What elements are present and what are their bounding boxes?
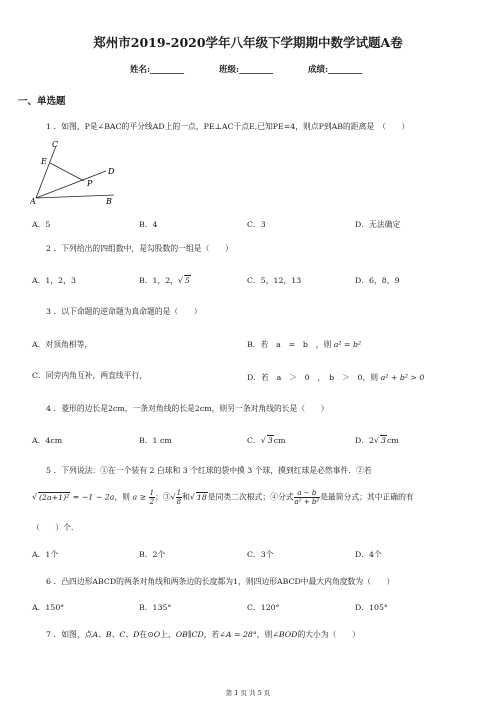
question-6-option-a[interactable]: A．150° [32,603,65,612]
question-3-stem: 3 ．以下命题的逆命题为真命题的是（ ） [46,307,202,316]
segment-pe [50,163,84,181]
question-2-option-c[interactable]: C．5，12，13 [247,276,302,285]
question-5-option-d[interactable]: D．4个 [355,550,382,559]
question-7-angle-bod: ∠BOD [272,630,298,639]
page-footer: 第 1 页 共 5 页 [225,689,271,697]
question-7-stem-d: ，若 [203,630,220,639]
question-1-option-c[interactable]: C．3 [247,220,266,229]
ray-ac [36,146,56,198]
question-4-option-c-radical: 3 [267,436,273,445]
label-e: E [41,157,47,166]
class-field-label: 班级:________ [219,65,274,75]
label-b: B [106,197,112,206]
question-4-option-d-unit: cm [386,436,399,445]
question-1-option-b[interactable]: B．4 [139,220,158,229]
question-7-stem-a: 7 ．如图，点 [46,630,93,639]
question-4-option-c-unit: cm [273,436,286,445]
question-5-equation-1: = −1 − 2a [72,492,115,502]
question-4-option-b[interactable]: B．1 cm [139,436,172,445]
question-5-line-3: （ ）个． [32,523,79,532]
name-field-label: 姓名:________ [130,65,185,75]
question-5-algebraic-fraction [294,489,321,506]
question-5-part-5: 是最简分式；其中正确的有 [320,492,414,502]
question-3-option-b[interactable] [247,339,361,350]
question-7-points: A、B、C、D [92,630,140,639]
fraction-numerator: a − b [294,489,321,498]
question-2-option-b-text: B．1，2， [139,276,179,285]
question-5-condition: a ≥ [132,492,149,502]
question-3-option-d-text: D．若 a ＞ 0 ， b ＞ 0，则 [247,373,379,382]
question-4-option-d-radical: 3 [380,436,386,445]
question-5-and: 和 [182,492,190,502]
question-7-circle: O [153,630,161,639]
question-2-option-b[interactable]: B．1，2，√ 5 [139,276,190,285]
question-3-option-c[interactable]: C．同旁内角互补，两直线平行， [32,371,148,380]
question-6-stem: 6 ．凸四边形ABCD的两条对角线和两条边的长度都为1，则四边形ABCD中最大内角度数为（ ） [46,577,395,586]
ray-ad [36,171,106,198]
question-5-option-b[interactable]: B．2个 [139,550,166,559]
page-title: 郑州市2019-2020学年八年级下学期期中数学试题A卷 [93,35,403,50]
label-c: C [52,140,59,149]
question-7-angle-a: ∠A = 28° [219,630,257,639]
label-d: D [108,167,115,176]
question-4-stem: 4 ．菱形的边长是2cm，一条对角线的长是2cm，则另一条对角线的长是（ ） [46,404,329,413]
fraction-denominator: a² + b² [294,498,320,506]
question-4-option-d[interactable]: D．2√ 3cm [355,436,399,445]
question-4-option-d-text: D．2 [355,436,375,445]
question-6-option-b[interactable]: B．135° [139,603,172,612]
half-denominator: 2 [149,498,155,506]
question-1-option-a[interactable]: A．5 [32,220,51,229]
question-5-radical-1: (2a+1)² [38,492,70,502]
question-5-option-a[interactable]: A．1个 [32,550,59,559]
question-3-option-a[interactable]: A．对顶角相等， [32,340,93,349]
question-4-option-a[interactable]: A．4cm [32,436,63,445]
question-5-line-2: √ (2a+1)² = −1 − 2a，则 a ≥ $\frac{1}{2}$ ；③√ $\frac{1}{8}$ 和√ 18是同类二次根式；④分式 $\frac{a - b}{\text{a² + b²}}$ 是最简分式；其中正确的有 [32,489,414,506]
question-1-figure [30,138,125,208]
question-5-then: ，则 [114,492,130,502]
question-2-option-d[interactable]: D．6，8，9 [355,276,400,285]
score-field-label: 成绩:________ [308,65,363,75]
question-4-option-c-text: C． [247,436,261,445]
section-heading: 一、单选题 [18,96,66,107]
question-2-stem: 2 ．下列给出的四组数中，是勾股数的一组是（ ） [46,244,233,253]
question-3-option-d[interactable] [247,372,424,383]
radical-numerator: 1 [176,489,182,497]
half-numerator: 1 [149,489,155,497]
ray-ab [36,195,114,198]
question-3-option-d-math: a² + b² > 0 [380,373,425,382]
question-5-radical-18: 18 [196,492,207,502]
question-5-option-c[interactable]: C．3个 [247,550,274,559]
radical-denominator: 8 [176,498,182,506]
question-2-option-a[interactable]: A．1，2，3 [32,276,76,285]
question-7-parallel: OB∥CD [175,630,204,639]
question-3-option-b-text: B．若 a = b ，则 [247,340,332,349]
question-3-option-b-math: a² = b² [333,340,362,349]
question-7-stem [46,629,360,640]
label-a: A [30,197,36,206]
question-4-option-c[interactable]: C．√ 3cm [247,436,286,445]
question-6-option-d[interactable]: D．105° [355,603,388,612]
question-7-stem-e: ，则 [256,630,273,639]
question-2-radical: 5 [185,276,190,285]
question-7-stem-c: 上， [160,630,176,639]
question-6-option-c[interactable]: C．120° [247,603,280,612]
question-7-stem-b: 在⊙ [139,630,154,639]
question-1-option-d[interactable]: D．无法确定 [355,220,401,229]
question-5-part-3: ；③ [155,492,171,502]
question-7-stem-f: 的大小为（ ） [297,630,360,639]
label-p: P [87,179,93,188]
question-5-part-4: 是同类二次根式；④分式 [207,492,294,502]
question-5-line-1: 5 ．下列说法：①在一个装有 2 白球和 3 个红球的袋中摸 3 个球，摸到红球是必然事件．②若 [46,466,372,475]
question-1-stem: 1 ．如图，P是∠BAC的平分线AD上的一点，PE⊥AC于点E,已知PE=4，则点P到AB的距离是 （ ） [46,122,410,131]
